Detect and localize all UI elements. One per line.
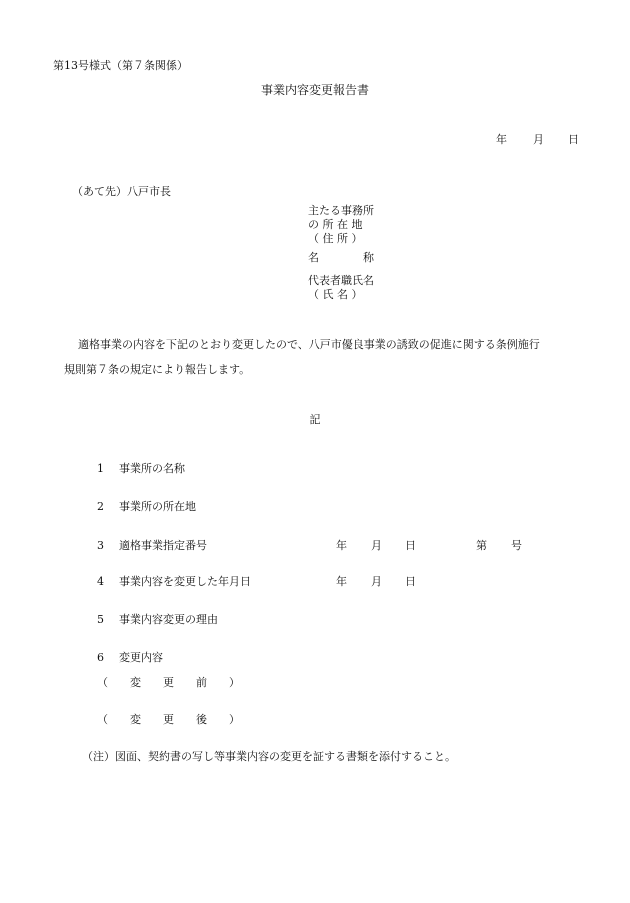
change-after-label: （ 変 更 後 ） bbox=[97, 713, 240, 726]
date-month-label: 月 bbox=[533, 133, 544, 146]
item-number: 2 bbox=[97, 500, 104, 513]
item-label: 変更内容 bbox=[119, 651, 163, 664]
addressee: （あて先）八戸市長 bbox=[72, 185, 171, 198]
item-label: 事業所の名称 bbox=[119, 462, 185, 475]
item4-day-label: 日 bbox=[405, 575, 416, 588]
representative-name-label-line1: 代表者職氏名 bbox=[308, 274, 374, 287]
item3-day-label: 日 bbox=[405, 539, 416, 552]
item3-dai-label: 第 bbox=[476, 539, 487, 552]
item-label: 適格事業指定番号 bbox=[119, 539, 207, 552]
form-number: 第13号様式（第７条関係） bbox=[53, 59, 188, 72]
item-number: 1 bbox=[97, 462, 104, 475]
change-before-label: （ 変 更 前 ） bbox=[97, 676, 240, 689]
body-text-line1: 適格事業の内容を下記のとおり変更したので、八戸市優良事業の誘致の促進に関する条例施行 bbox=[78, 338, 540, 351]
address-label: （ 住 所 ） bbox=[308, 232, 363, 245]
company-name-label: 名 称 bbox=[308, 251, 374, 264]
item-label: 事業所の所在地 bbox=[119, 500, 196, 513]
item4-year-label: 年 bbox=[336, 575, 347, 588]
item-number: 4 bbox=[97, 575, 104, 588]
item-number: 3 bbox=[97, 539, 104, 552]
office-location-label-line1: 主たる事務所 bbox=[308, 204, 374, 217]
item3-go-label: 号 bbox=[511, 539, 522, 552]
item-number: 6 bbox=[97, 651, 104, 664]
date-day-label: 日 bbox=[568, 133, 579, 146]
body-text-line2: 規則第７条の規定により報告します。 bbox=[64, 363, 251, 376]
footnote: （注）図面、契約書の写し等事業内容の変更を証する書類を添付すること。 bbox=[82, 750, 456, 763]
office-location-label-line2: の 所 在 地 bbox=[308, 218, 363, 231]
date-year-label: 年 bbox=[496, 133, 507, 146]
representative-name-label-line2: （ 氏 名 ） bbox=[308, 288, 363, 301]
item3-month-label: 月 bbox=[371, 539, 382, 552]
ki-heading: 記 bbox=[309, 413, 321, 426]
item-label: 事業内容を変更した年月日 bbox=[119, 575, 251, 588]
document-title: 事業内容変更報告書 bbox=[260, 83, 369, 97]
item3-year-label: 年 bbox=[336, 539, 347, 552]
item-label: 事業内容変更の理由 bbox=[119, 613, 218, 626]
item-number: 5 bbox=[97, 613, 104, 626]
item4-month-label: 月 bbox=[371, 575, 382, 588]
